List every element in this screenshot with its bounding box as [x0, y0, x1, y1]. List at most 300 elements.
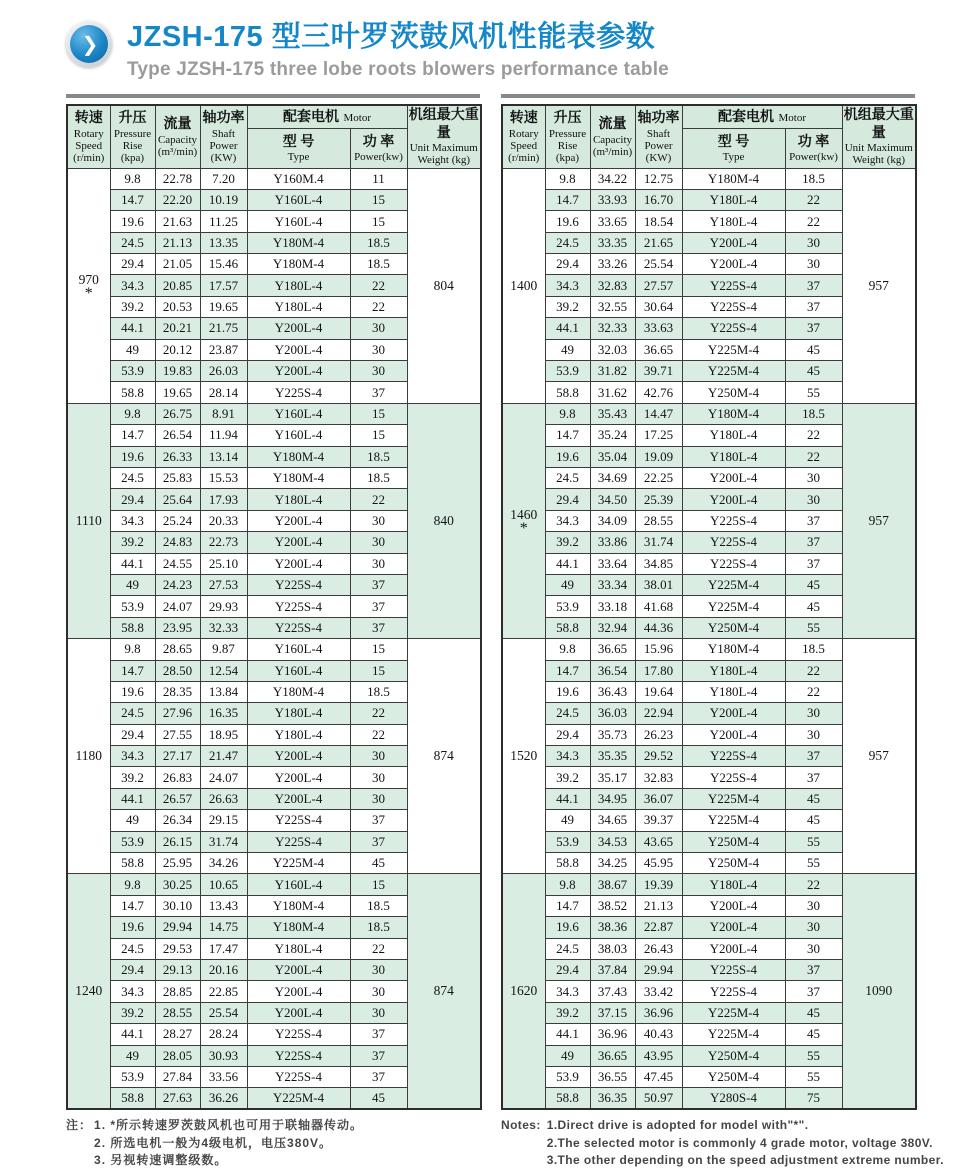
shaft-power-cell: 44.36	[635, 617, 682, 638]
shaft-power-cell: 32.83	[635, 767, 682, 788]
motor-type-cell: Y180L-4	[682, 211, 785, 232]
shaft-power-cell: 31.74	[635, 532, 682, 553]
capacity-cell: 37.84	[590, 959, 635, 980]
motor-type-cell: Y200L-4	[247, 318, 350, 339]
motor-type-cell: Y225S-4	[682, 746, 785, 767]
motor-type-cell: Y200L-4	[682, 489, 785, 510]
motor-type-cell: Y225S-4	[247, 574, 350, 595]
shaft-power-cell: 29.93	[200, 596, 247, 617]
pressure-cell: 44.1	[110, 788, 155, 809]
capacity-cell: 20.12	[155, 339, 200, 360]
motor-power-cell: 55	[785, 853, 842, 874]
capacity-cell: 36.65	[590, 1045, 635, 1066]
pressure-cell: 19.6	[545, 917, 590, 938]
motor-power-cell: 15	[350, 403, 407, 424]
motor-power-cell: 45	[785, 1024, 842, 1045]
pressure-cell: 49	[110, 574, 155, 595]
motor-type-cell: Y180M-4	[247, 232, 350, 253]
motor-power-cell: 37	[350, 596, 407, 617]
shaft-power-cell: 38.01	[635, 574, 682, 595]
shaft-power-cell: 10.19	[200, 189, 247, 210]
pressure-cell: 19.6	[110, 917, 155, 938]
pressure-cell: 29.4	[110, 489, 155, 510]
motor-type-cell: Y180M-4	[682, 403, 785, 424]
motor-type-cell: Y180L-4	[682, 189, 785, 210]
speed-cell	[67, 168, 110, 403]
weight-cell	[842, 168, 916, 403]
motor-type-cell: Y225S-4	[682, 318, 785, 339]
shaft-power-cell: 26.43	[635, 938, 682, 959]
motor-power-cell: 37	[785, 767, 842, 788]
motor-power-cell: 37	[350, 574, 407, 595]
col-header-weight: 机组最大重量 Unit Maximum Weight (kg)	[842, 105, 916, 168]
motor-type-cell: Y180L-4	[247, 275, 350, 296]
motor-type-cell: Y200L-4	[682, 917, 785, 938]
pressure-cell: 14.7	[545, 189, 590, 210]
motor-type-cell: Y180M-4	[682, 639, 785, 660]
motor-power-cell: 15	[350, 425, 407, 446]
shaft-power-cell: 34.85	[635, 553, 682, 574]
motor-power-cell: 37	[350, 831, 407, 852]
motor-type-cell: Y225S-4	[682, 275, 785, 296]
col-header-capacity: 流量 Capacity (m³/min)	[155, 105, 200, 168]
motor-type-cell: Y160L-4	[247, 189, 350, 210]
capacity-cell: 24.07	[155, 596, 200, 617]
shaft-power-cell: 33.63	[635, 318, 682, 339]
col-header-motor-power: 功 率 Power(kw)	[350, 129, 407, 168]
motor-power-cell: 11	[350, 168, 407, 189]
motor-power-cell: 30	[785, 724, 842, 745]
pressure-cell: 24.5	[545, 703, 590, 724]
motor-type-cell: Y225S-4	[682, 959, 785, 980]
motor-type-cell: Y200L-4	[247, 510, 350, 531]
motor-power-cell: 30	[785, 232, 842, 253]
capacity-cell: 24.83	[155, 532, 200, 553]
col-header-shaft-power: 轴功率 Shaft Power (KW)	[200, 105, 247, 168]
motor-type-cell: Y225S-4	[682, 767, 785, 788]
col-header-motor-type: 型 号 Type	[247, 129, 350, 168]
capacity-cell: 34.25	[590, 853, 635, 874]
motor-type-cell: Y225S-4	[247, 831, 350, 852]
motor-type-cell: Y180M-4	[247, 468, 350, 489]
shaft-power-cell: 13.84	[200, 681, 247, 702]
pressure-cell: 34.3	[110, 275, 155, 296]
col-header-shaft-power: 轴功率 Shaft Power (KW)	[635, 105, 682, 168]
chevron-right-icon: ❯	[66, 21, 112, 67]
capacity-cell: 33.65	[590, 211, 635, 232]
motor-power-cell: 30	[350, 746, 407, 767]
table-header	[67, 105, 481, 168]
pressure-cell: 24.5	[110, 703, 155, 724]
pressure-cell: 14.7	[110, 660, 155, 681]
motor-power-cell: 30	[785, 938, 842, 959]
motor-power-cell: 15	[350, 211, 407, 232]
capacity-cell: 36.43	[590, 681, 635, 702]
capacity-cell: 27.55	[155, 724, 200, 745]
motor-power-cell: 30	[350, 767, 407, 788]
capacity-cell: 26.15	[155, 831, 200, 852]
table-body	[67, 168, 481, 1109]
table-body	[502, 168, 916, 1109]
note-line: 1.Direct drive is adopted for model with"*".	[546, 1118, 809, 1133]
capacity-cell: 19.83	[155, 361, 200, 382]
motor-type-cell: Y200L-4	[682, 468, 785, 489]
motor-power-cell: 37	[785, 510, 842, 531]
pressure-cell: 29.4	[110, 724, 155, 745]
capacity-cell: 25.64	[155, 489, 200, 510]
motor-type-cell: Y180L-4	[247, 703, 350, 724]
motor-power-cell: 30	[785, 254, 842, 275]
shaft-power-cell: 47.45	[635, 1066, 682, 1087]
motor-power-cell: 30	[785, 917, 842, 938]
motor-power-cell: 37	[785, 746, 842, 767]
motor-type-cell: Y200L-4	[247, 746, 350, 767]
motor-power-cell: 30	[785, 468, 842, 489]
weight-value: 874	[433, 748, 454, 764]
motor-power-cell: 18.5	[350, 895, 407, 916]
motor-power-cell: 22	[350, 275, 407, 296]
shaft-power-cell: 43.65	[635, 831, 682, 852]
motor-type-cell: Y180L-4	[682, 446, 785, 467]
direct-drive-asterisk: *	[519, 520, 528, 538]
motor-power-cell: 45	[785, 810, 842, 831]
pressure-cell: 53.9	[545, 596, 590, 617]
capacity-cell: 24.55	[155, 553, 200, 574]
shaft-power-cell: 21.75	[200, 318, 247, 339]
motor-type-cell: Y225M-4	[247, 1088, 350, 1109]
capacity-cell: 28.65	[155, 639, 200, 660]
pressure-cell: 9.8	[110, 168, 155, 189]
capacity-cell: 28.35	[155, 681, 200, 702]
shaft-power-cell: 13.35	[200, 232, 247, 253]
speed-cell	[502, 639, 545, 874]
shaft-power-cell: 16.70	[635, 189, 682, 210]
shaft-power-cell: 36.96	[635, 1002, 682, 1023]
shaft-power-cell: 27.57	[635, 275, 682, 296]
pressure-cell: 58.8	[110, 853, 155, 874]
notes-lines	[94, 1117, 363, 1169]
motor-type-cell: Y180L-4	[682, 874, 785, 895]
motor-type-cell: Y225S-4	[247, 1066, 350, 1087]
motor-power-cell: 18.5	[785, 639, 842, 660]
shaft-power-cell: 28.14	[200, 382, 247, 403]
capacity-cell: 21.63	[155, 211, 200, 232]
col-header-pressure: 升压 Pressure Rise (kpa)	[545, 105, 590, 168]
notes-english	[501, 1117, 944, 1169]
note-line: 2. 所选电机一般为4级电机，电压380V。	[94, 1135, 333, 1150]
motor-power-cell: 37	[785, 296, 842, 317]
capacity-cell: 19.65	[155, 382, 200, 403]
pressure-cell: 34.3	[110, 510, 155, 531]
motor-type-cell: Y200L-4	[682, 254, 785, 275]
motor-power-cell: 75	[785, 1088, 842, 1109]
shaft-power-cell: 31.74	[200, 831, 247, 852]
pressure-cell: 53.9	[545, 1066, 590, 1087]
pressure-cell: 53.9	[545, 361, 590, 382]
pressure-cell: 9.8	[545, 403, 590, 424]
shaft-power-cell: 14.47	[635, 403, 682, 424]
pressure-cell: 39.2	[110, 767, 155, 788]
motor-type-cell: Y200L-4	[247, 532, 350, 553]
motor-type-cell: Y180L-4	[247, 938, 350, 959]
shaft-power-cell: 34.26	[200, 853, 247, 874]
shaft-power-cell: 15.46	[200, 254, 247, 275]
speed-value: 1520	[510, 748, 538, 764]
shaft-power-cell: 12.54	[200, 660, 247, 681]
motor-type-cell: Y200L-4	[247, 788, 350, 809]
shaft-power-cell: 13.43	[200, 895, 247, 916]
motor-type-cell: Y225S-4	[682, 510, 785, 531]
motor-power-cell: 30	[350, 318, 407, 339]
shaft-power-cell: 18.95	[200, 724, 247, 745]
motor-power-cell: 30	[785, 703, 842, 724]
capacity-cell: 29.13	[155, 959, 200, 980]
motor-type-cell: Y225M-4	[682, 574, 785, 595]
notes-chinese	[66, 1117, 480, 1169]
col-header-motor-power: 功 率 Power(kw)	[785, 129, 842, 168]
capacity-cell: 27.63	[155, 1088, 200, 1109]
pressure-cell: 44.1	[545, 553, 590, 574]
shaft-power-cell: 8.91	[200, 403, 247, 424]
left-table-section	[66, 94, 480, 1169]
col-header-motor-type: 型 号 Type	[682, 129, 785, 168]
motor-power-cell: 30	[785, 895, 842, 916]
shaft-power-cell: 40.43	[635, 1024, 682, 1045]
pressure-cell: 29.4	[110, 254, 155, 275]
motor-type-cell: Y160L-4	[247, 403, 350, 424]
weight-value: 874	[433, 983, 454, 999]
capacity-cell: 35.73	[590, 724, 635, 745]
pressure-cell: 19.6	[110, 681, 155, 702]
speed-value: 1620	[510, 983, 538, 999]
shaft-power-cell: 42.76	[635, 382, 682, 403]
capacity-cell: 28.27	[155, 1024, 200, 1045]
pressure-cell: 9.8	[110, 639, 155, 660]
shaft-power-cell: 22.94	[635, 703, 682, 724]
capacity-cell: 34.22	[590, 168, 635, 189]
page-title: JZSH-175 型三叶罗茨鼓风机性能表参数	[127, 21, 656, 53]
motor-power-cell: 22	[350, 489, 407, 510]
shaft-power-cell: 36.26	[200, 1088, 247, 1109]
capacity-cell: 26.57	[155, 788, 200, 809]
motor-type-cell: Y225S-4	[247, 1024, 350, 1045]
shaft-power-cell: 24.07	[200, 767, 247, 788]
motor-type-cell: Y225S-4	[682, 296, 785, 317]
motor-power-cell: 37	[350, 1024, 407, 1045]
motor-type-cell: Y200L-4	[247, 959, 350, 980]
pressure-cell: 24.5	[545, 468, 590, 489]
pressure-cell: 34.3	[545, 510, 590, 531]
shaft-power-cell: 36.07	[635, 788, 682, 809]
shaft-power-cell: 16.35	[200, 703, 247, 724]
pressure-cell: 34.3	[545, 981, 590, 1002]
pressure-cell: 39.2	[545, 532, 590, 553]
capacity-cell: 33.34	[590, 574, 635, 595]
motor-type-cell: Y160L-4	[247, 211, 350, 232]
motor-type-cell: Y250M-4	[682, 853, 785, 874]
motor-power-cell: 18.5	[350, 681, 407, 702]
motor-type-cell: Y180L-4	[682, 681, 785, 702]
capacity-cell: 38.67	[590, 874, 635, 895]
motor-type-cell: Y200L-4	[682, 232, 785, 253]
shaft-power-cell: 7.20	[200, 168, 247, 189]
shaft-power-cell: 13.14	[200, 446, 247, 467]
capacity-cell: 32.55	[590, 296, 635, 317]
col-header-motor: 配套电机 Motor	[247, 105, 407, 128]
pressure-cell: 49	[545, 339, 590, 360]
motor-type-cell: Y250M-4	[682, 382, 785, 403]
motor-power-cell: 37	[785, 275, 842, 296]
motor-power-cell: 18.5	[785, 403, 842, 424]
pressure-cell: 58.8	[545, 382, 590, 403]
motor-power-cell: 18.5	[350, 468, 407, 489]
motor-type-cell: Y160L-4	[247, 639, 350, 660]
motor-power-cell: 22	[785, 660, 842, 681]
pressure-cell: 53.9	[110, 1066, 155, 1087]
capacity-cell: 31.62	[590, 382, 635, 403]
weight-cell	[842, 639, 916, 874]
capacity-cell: 34.53	[590, 831, 635, 852]
motor-power-cell: 18.5	[350, 917, 407, 938]
capacity-cell: 33.35	[590, 232, 635, 253]
pressure-cell: 24.5	[110, 232, 155, 253]
pressure-cell: 9.8	[110, 874, 155, 895]
capacity-cell: 35.35	[590, 746, 635, 767]
shaft-power-cell: 9.87	[200, 639, 247, 660]
pressure-cell: 53.9	[110, 361, 155, 382]
shaft-power-cell: 21.47	[200, 746, 247, 767]
motor-power-cell: 30	[350, 339, 407, 360]
shaft-power-cell: 17.47	[200, 938, 247, 959]
motor-power-cell: 37	[350, 382, 407, 403]
motor-type-cell: Y225S-4	[247, 596, 350, 617]
motor-type-cell: Y250M-4	[682, 617, 785, 638]
motor-power-cell: 30	[350, 532, 407, 553]
capacity-cell: 32.03	[590, 339, 635, 360]
capacity-cell: 20.85	[155, 275, 200, 296]
motor-power-cell: 22	[785, 211, 842, 232]
pressure-cell: 14.7	[110, 425, 155, 446]
motor-power-cell: 15	[350, 639, 407, 660]
capacity-cell: 28.55	[155, 1002, 200, 1023]
shaft-power-cell: 17.80	[635, 660, 682, 681]
shaft-power-cell: 32.33	[200, 617, 247, 638]
capacity-cell: 29.94	[155, 917, 200, 938]
capacity-cell: 30.25	[155, 874, 200, 895]
pressure-cell: 24.5	[545, 232, 590, 253]
pressure-cell: 29.4	[545, 489, 590, 510]
divider	[501, 94, 915, 98]
motor-type-cell: Y180L-4	[247, 489, 350, 510]
shaft-power-cell: 26.23	[635, 724, 682, 745]
pressure-cell: 44.1	[110, 1024, 155, 1045]
pressure-cell: 53.9	[110, 596, 155, 617]
capacity-cell: 37.43	[590, 981, 635, 1002]
motor-type-cell: Y225M-4	[247, 853, 350, 874]
speed-value: 1180	[75, 748, 102, 764]
speed-cell	[502, 874, 545, 1109]
right-table-section	[501, 94, 944, 1169]
motor-type-cell: Y180M-4	[247, 254, 350, 275]
motor-type-cell: Y225M-4	[682, 810, 785, 831]
shaft-power-cell: 25.54	[200, 1002, 247, 1023]
pressure-cell: 34.3	[545, 275, 590, 296]
data-row	[502, 874, 916, 895]
page-header	[0, 0, 956, 81]
motor-power-cell: 45	[785, 339, 842, 360]
shaft-power-cell: 29.15	[200, 810, 247, 831]
motor-power-cell: 18.5	[350, 446, 407, 467]
shaft-power-cell: 28.55	[635, 510, 682, 531]
pressure-cell: 19.6	[545, 211, 590, 232]
motor-power-cell: 18.5	[785, 168, 842, 189]
capacity-cell: 27.17	[155, 746, 200, 767]
capacity-cell: 38.52	[590, 895, 635, 916]
motor-power-cell: 30	[350, 1002, 407, 1023]
data-row	[67, 874, 481, 895]
speed-cell	[502, 403, 545, 638]
shaft-power-cell: 25.39	[635, 489, 682, 510]
motor-type-cell: Y160M.4	[247, 168, 350, 189]
shaft-power-cell: 33.56	[200, 1066, 247, 1087]
pressure-cell: 44.1	[110, 553, 155, 574]
capacity-cell: 35.43	[590, 403, 635, 424]
capacity-cell: 33.86	[590, 532, 635, 553]
motor-power-cell: 18.5	[350, 254, 407, 275]
motor-power-cell: 37	[785, 318, 842, 339]
capacity-cell: 22.20	[155, 189, 200, 210]
page-subtitle: Type JZSH-175 three lobe roots blowers performance table	[127, 59, 669, 81]
shaft-power-cell: 20.16	[200, 959, 247, 980]
capacity-cell: 22.78	[155, 168, 200, 189]
shaft-power-cell: 14.75	[200, 917, 247, 938]
pressure-cell: 53.9	[545, 831, 590, 852]
motor-type-cell: Y225S-4	[247, 382, 350, 403]
speed-value: 1460	[510, 507, 538, 523]
motor-power-cell: 22	[350, 703, 407, 724]
motor-type-cell: Y200L-4	[247, 339, 350, 360]
pressure-cell: 14.7	[110, 189, 155, 210]
pressure-cell: 19.6	[110, 446, 155, 467]
motor-type-cell: Y225S-4	[247, 810, 350, 831]
motor-power-cell: 30	[350, 510, 407, 531]
capacity-cell: 24.23	[155, 574, 200, 595]
data-row	[67, 403, 481, 424]
weight-cell	[842, 403, 916, 638]
motor-type-cell: Y200L-4	[247, 361, 350, 382]
capacity-cell: 38.03	[590, 938, 635, 959]
capacity-cell: 34.09	[590, 510, 635, 531]
shaft-power-cell: 26.63	[200, 788, 247, 809]
capacity-cell: 35.04	[590, 446, 635, 467]
motor-type-cell: Y225M-4	[682, 596, 785, 617]
speed-cell	[67, 874, 110, 1109]
shaft-power-cell: 15.53	[200, 468, 247, 489]
shaft-power-cell: 43.95	[635, 1045, 682, 1066]
shaft-power-cell: 39.37	[635, 810, 682, 831]
motor-power-cell: 37	[350, 810, 407, 831]
motor-power-cell: 45	[350, 853, 407, 874]
shaft-power-cell: 23.87	[200, 339, 247, 360]
motor-power-cell: 22	[350, 296, 407, 317]
motor-power-cell: 30	[350, 361, 407, 382]
pressure-cell: 49	[545, 1045, 590, 1066]
motor-type-cell: Y225S-4	[682, 981, 785, 1002]
speed-value: 1110	[75, 512, 102, 528]
data-row	[502, 639, 916, 660]
pressure-cell: 44.1	[110, 318, 155, 339]
pressure-cell: 14.7	[545, 660, 590, 681]
